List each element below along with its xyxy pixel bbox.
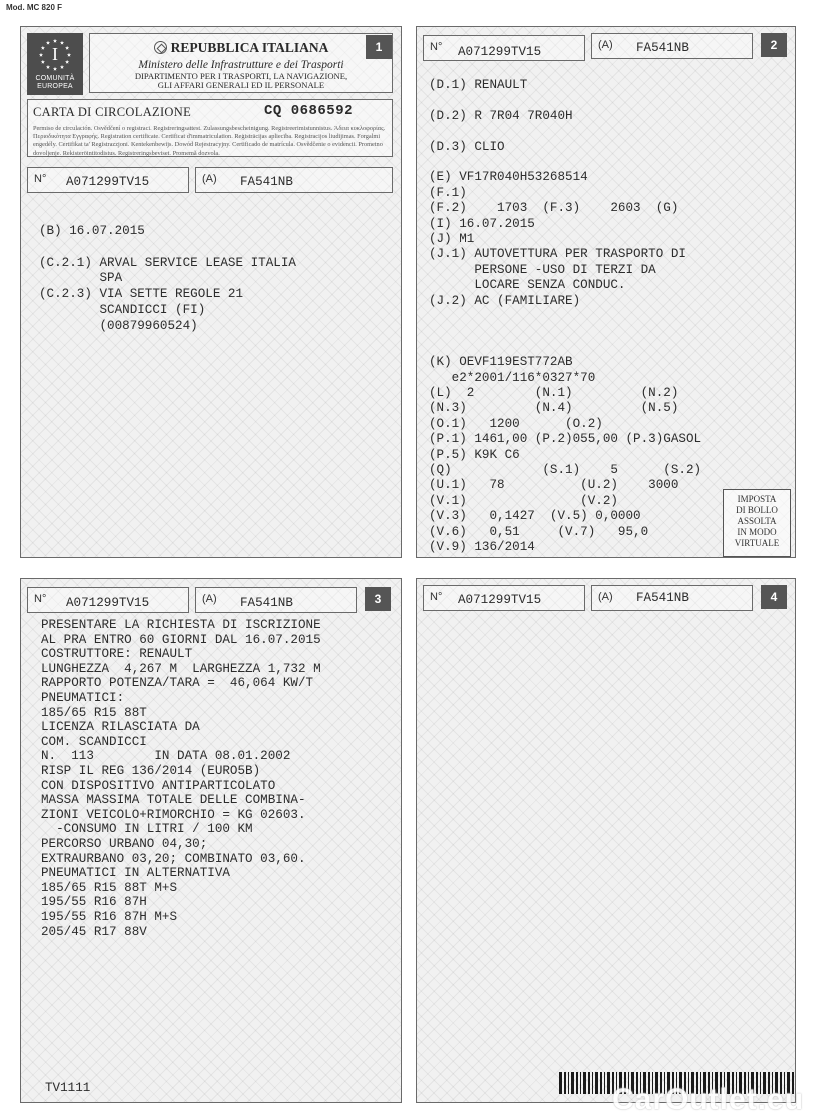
field-line: PNEUMATICI: <box>41 691 125 705</box>
eu-star-icon <box>53 39 57 43</box>
field-line: PNEUMATICI IN ALTERNATIVA <box>41 866 230 881</box>
field-line: EXTRAURBANO 03,20; COMBINATO 03,60. <box>41 851 306 866</box>
a-label: (A) <box>202 593 217 605</box>
republic-header <box>89 33 393 93</box>
doc-number: A071299TV15 <box>458 593 542 607</box>
field-line: COSTRUTTORE: RENAULT <box>41 647 193 662</box>
plate-number: FA541NB <box>240 596 293 610</box>
barcode-bar <box>580 1072 581 1094</box>
plate-box <box>195 587 357 613</box>
field-line: N. 113 IN DATA 08.01.2002 <box>41 749 291 764</box>
doc-number: A071299TV15 <box>66 596 150 610</box>
barcode-bar <box>564 1072 566 1094</box>
panel-number: 1 <box>366 35 392 59</box>
field-line: (O.1) 1200 (O.2) <box>429 416 603 431</box>
office-code: TV1111 <box>45 1081 91 1095</box>
card-number: CQ 0686592 <box>264 103 354 119</box>
no-label: N° <box>430 41 443 53</box>
field-line: (00879960524) <box>39 318 198 333</box>
card-title: CARTA DI CIRCOLAZIONE <box>33 105 192 119</box>
barcode-bar <box>588 1072 590 1094</box>
field-line: PERSONE -USO DI TERZI DA <box>429 262 656 277</box>
field-line: (I) 16.07.2015 <box>429 216 535 231</box>
field-line: (J.2) AC (FAMILIARE) <box>429 293 581 308</box>
plate-number: FA541NB <box>636 41 689 55</box>
field-line: (Q) (S.1) 5 (S.2) <box>429 463 702 477</box>
barcode-bar <box>600 1072 602 1094</box>
field-line: (P.5) K9K C6 <box>429 447 520 462</box>
barcode-bar <box>571 1072 574 1094</box>
field-line: SPA <box>39 271 123 286</box>
eu-text: COMUNITÀ EUROPEA <box>35 75 75 90</box>
stamp-duty-box: IMPOSTA DI BOLLO ASSOLTA IN MODO VIRTUALE <box>723 489 791 557</box>
barcode-bar <box>583 1072 586 1094</box>
field-line: e2*2001/116*0327*70 <box>429 370 596 385</box>
doc-number-box <box>27 587 189 613</box>
barcode-bar <box>568 1072 569 1094</box>
eu-star-icon <box>46 65 50 69</box>
field-line: (E) VF17R040H53268514 <box>429 170 588 185</box>
field-line: (C.2.3) VIA SETTE REGOLE 21 <box>39 287 244 302</box>
field-line: SCANDICCI (FI) <box>39 303 206 317</box>
eu-flag <box>27 33 83 95</box>
plate-box <box>591 33 753 59</box>
field-line: RAPPORTO POTENZA/TARA = 46,064 KW/T <box>41 676 314 691</box>
field-line: CON DISPOSITIVO ANTIPARTICOLATO <box>41 778 276 793</box>
field-line: COM. SCANDICCI <box>41 734 147 749</box>
field-line: (V.1) (V.2) <box>429 493 618 508</box>
barcode-bar <box>607 1072 610 1094</box>
a-label: (A) <box>598 39 613 51</box>
barcode-bar <box>592 1072 593 1094</box>
field-line: LUNGHEZZA 4,267 M LARGHEZZA 1,732 M <box>41 661 321 676</box>
barcode-bar <box>595 1072 598 1094</box>
doc-number-box <box>423 35 585 61</box>
panel-3 <box>20 578 402 1103</box>
barcode-bar <box>604 1072 605 1094</box>
field-line: LICENZA RILASCIATA DA <box>41 720 200 735</box>
field-line: (U.1) 78 (U.2) 3000 <box>429 478 679 493</box>
field-line: 205/45 R17 88V <box>41 924 147 939</box>
field-line: 195/55 R16 87H M+S <box>41 910 178 924</box>
plate-number: FA541NB <box>240 175 293 189</box>
a-label: (A) <box>598 591 613 603</box>
republic-title: REPUBBLICA ITALIANA <box>170 40 329 55</box>
field-line: 185/65 R15 88T M+S <box>41 880 178 895</box>
panel-1 <box>20 26 402 558</box>
field-line: (B) 16.07.2015 <box>39 224 145 238</box>
field-line: (K) OEVF119EST772AB <box>429 355 573 370</box>
form-code: Mod. MC 820 F <box>6 3 63 12</box>
card-subtitle: Permiso de circulación. Osvědčení o registraci. Registreringsattest. Zulassungsbescheinigung. Registreerimistunnistus. Άδεια κυκλοφορίας. Περιοδικότητα Εγγραφής. Registration certificate. Certificat d'immatriculation. Reģistrācijas apliecība. Registracijos liudijimas. Forgalmi engedély. Certifikat ta' Registrazzjoni. Kentekenbewijs. Dowód Rejestracyjny. Certificado de matrícula. Osvědčenie o evidencii. Prometno dovoljenje. Rekisteröintitodistus. Registreringsbeviset. Promemă dozvola. <box>33 125 386 157</box>
field-line: ZIONI VEICOLO+RIMORCHIO = KG 02603. <box>41 807 306 822</box>
field-line: (F.1) <box>429 185 467 200</box>
eu-star-icon <box>53 67 57 71</box>
field-line: AL PRA ENTRO 60 GIORNI DAL 16.07.2015 <box>41 632 321 647</box>
barcode-bar <box>559 1072 562 1094</box>
plate-box <box>591 585 753 611</box>
field-line: (V.3) 0,1427 (V.5) 0,0000 <box>429 509 641 524</box>
no-label: N° <box>34 173 47 185</box>
field-line: (N.3) (N.4) (N.5) <box>429 401 679 416</box>
doc-number: A071299TV15 <box>458 45 542 59</box>
panel-number: 3 <box>365 587 391 611</box>
panel-number: 2 <box>761 33 787 57</box>
field-line: -CONSUMO IN LITRI / 100 KM <box>41 822 253 837</box>
field-line: 195/55 R16 87H <box>41 895 147 910</box>
field-line: (D.1) RENAULT <box>429 78 528 92</box>
field-line: (L) 2 (N.1) (N.2) <box>429 386 679 400</box>
card-header <box>27 99 393 157</box>
a-label: (A) <box>202 173 217 185</box>
field-line: RISP IL REG 136/2014 (EURO5B) <box>41 764 261 778</box>
panel-number: 4 <box>761 585 787 609</box>
doc-number-box <box>423 585 585 611</box>
ministry-name: Ministero delle Infrastrutture e dei Trasporti <box>138 59 344 71</box>
doc-number: A071299TV15 <box>66 175 150 189</box>
field-line: (V.9) 136/2014 <box>429 540 535 554</box>
doc-number-box <box>27 167 189 193</box>
field-line: 185/65 R15 88T <box>41 705 147 720</box>
panel-4 <box>416 578 796 1103</box>
plate-number: FA541NB <box>636 591 689 605</box>
field-line: PRESENTARE LA RICHIESTA DI ISCRIZIONE <box>41 618 321 632</box>
field-line: (C.2.1) ARVAL SERVICE LEASE ITALIA <box>39 255 296 270</box>
field-line: (J.1) AUTOVETTURA PER TRASPORTO DI <box>429 247 686 262</box>
field-line: (D.3) CLIO <box>429 139 505 154</box>
watermark: CarOutlet.eu <box>612 1083 805 1116</box>
field-line: PERCORSO URBANO 04,30; <box>41 837 208 851</box>
field-line: (P.1) 1461,00 (P.2)055,00 (P.3)GASOL <box>429 432 702 447</box>
panel-2 <box>416 26 796 558</box>
field-line: (J) M1 <box>429 232 475 246</box>
plate-box <box>195 167 393 193</box>
field-line: (F.2) 1703 (F.3) 2603 (G) <box>429 201 679 216</box>
eu-star-icon <box>60 65 64 69</box>
field-line: LOCARE SENZA CONDUC. <box>429 278 626 293</box>
no-label: N° <box>34 593 47 605</box>
eu-country-letter: I <box>52 44 58 64</box>
italian-emblem-icon <box>154 41 167 54</box>
barcode-bar <box>576 1072 578 1094</box>
field-line: MASSA MASSIMA TOTALE DELLE COMBINA- <box>41 793 306 808</box>
department-name: DIPARTIMENTO PER I TRASPORTI, LA NAVIGAZIONE, GLI AFFARI GENERALI ED IL PERSONALE <box>134 71 348 90</box>
field-line: (D.2) R 7R04 7R040H <box>429 108 573 123</box>
no-label: N° <box>430 591 443 603</box>
field-line: (V.6) 0,51 (V.7) 95,0 <box>429 524 649 539</box>
